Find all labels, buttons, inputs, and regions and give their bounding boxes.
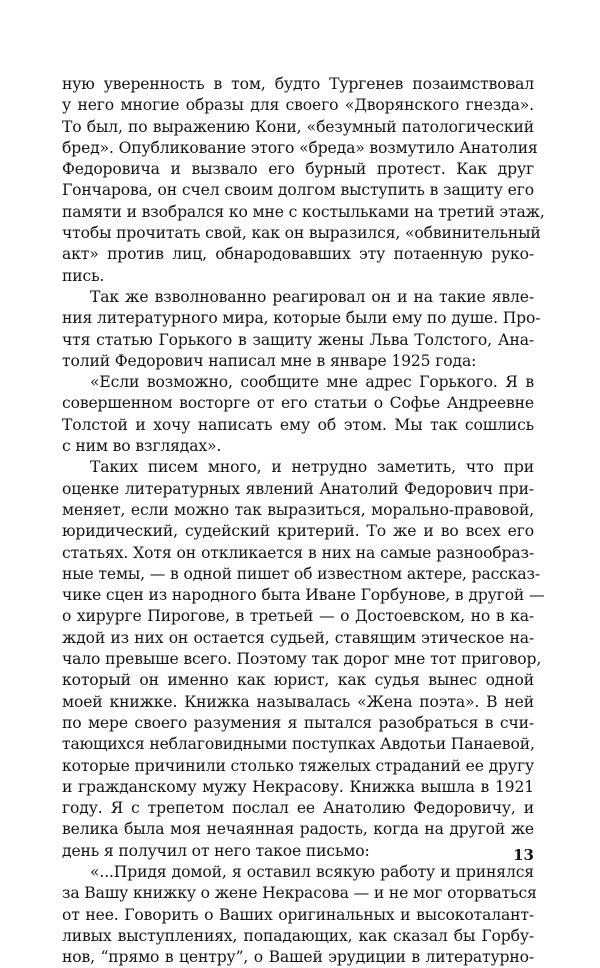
text-line: Так же взволнованно реагировал он и на такие явле- bbox=[90, 287, 534, 306]
text-line: меняет, если можно так выразиться, морально-правовой, bbox=[62, 500, 534, 519]
text-line: Федоровича и вызвало его бурный протест. Как друг bbox=[62, 160, 534, 179]
text-line: чало превыше всего. Поэтому так дорог мне тот приговор, bbox=[62, 650, 542, 669]
text-line: ждой из них он остается судьей, ставящим этическое на- bbox=[62, 628, 534, 647]
text-line: Таких писем много, и нетрудно заметить, что при bbox=[90, 458, 534, 477]
text-line: «Если возможно, сообщите мне адрес Горького. Я в bbox=[90, 373, 534, 392]
text-line: ливых выступлениях, попадающих, как сказал бы Горбу- bbox=[62, 926, 534, 945]
text-line: ния литературного мира, которые были ему по душе. Про- bbox=[62, 309, 541, 328]
text-line: юридический, судейский критерий. То же и во всех его bbox=[62, 522, 534, 541]
text-line: Гончарова, он счел своим долгом выступить в защиту его bbox=[62, 181, 534, 200]
text-line: памяти и взобрался ко мне с костыльками на третий этаж, bbox=[62, 202, 545, 221]
text-line: году. Я с трепетом послал ее Анатолию Федоровичу, и bbox=[62, 799, 534, 818]
text-line: велика была моя нечаянная радость, когда на другой же bbox=[62, 820, 534, 839]
text-line: день я получил от него такое письмо: bbox=[62, 841, 370, 860]
text-line: у него многие образы для своего «Дворянского гнезда». bbox=[62, 96, 534, 115]
text-line: тающихся неблаговидными поступках Авдотьи Панаевой, bbox=[62, 735, 535, 754]
text-line: «...Придя домой, я оставил всякую работу и принялся bbox=[90, 862, 534, 881]
text-line: который он именно как юрист, как судья вынес одной bbox=[62, 671, 534, 690]
text-line: нов, “прямо в центру”, о Вашей эрудиции в литературно- bbox=[62, 948, 534, 967]
text-line: о хирурге Пирогове, в третьей — о Достоевском, но в ка- bbox=[62, 607, 534, 626]
text-line: по мере своего разумения я пытался разобраться в счи- bbox=[62, 713, 534, 732]
text-line: бред». Опубликование этого «бреда» возмутило Анатолия bbox=[62, 138, 538, 157]
text-line: статьях. Хотя он откликается в них на самые разнообраз- bbox=[62, 543, 534, 562]
text-line: То был, по выражению Кони, «безумный патологический bbox=[62, 117, 534, 136]
text-line: Толстой и хочу написать ему об этом. Мы так сошлись bbox=[62, 415, 534, 434]
text-line: и гражданскому мужу Некрасову. Книжка вышла в 1921 bbox=[62, 777, 534, 796]
text-line: моей книжке. Книжка называлась «Жена поэта». В ней bbox=[62, 692, 534, 711]
page-number: 13 bbox=[513, 846, 534, 864]
text-line: оценке литературных явлений Анатолий Федорович при- bbox=[62, 479, 534, 498]
text-line: которые причинили столько тяжелых страданий ее другу bbox=[62, 756, 534, 775]
page-text bbox=[62, 74, 545, 968]
text-line: от нее. Говорить о Ваших оригинальных и высокоталант- bbox=[62, 905, 534, 924]
text-line: с ним во взглядах». bbox=[62, 437, 222, 456]
text-line: ные темы, — в одной пишет об известном актере, рассказ- bbox=[62, 564, 541, 583]
text-line: за Вашу книжку о жене Некрасова — и не мог оторваться bbox=[62, 884, 537, 903]
text-line: чике сцен из народного быта Иване Горбунове, в другой — bbox=[62, 586, 545, 605]
text-line: совершенном восторге от его статьи о Софье Андреевне bbox=[62, 394, 534, 413]
text-line: чтя статью Горького в защиту жены Льва Толстого, Ана- bbox=[62, 330, 534, 349]
text-line: ную уверенность в том, будто Тургенев позаимствовал bbox=[62, 75, 534, 93]
text-line: толий Федорович написал мне в январе 1925 года: bbox=[62, 351, 477, 370]
text-line: чтобы прочитать свой, как он выразился, «обвинительный bbox=[62, 224, 541, 243]
text-line: пись. bbox=[62, 266, 105, 285]
text-line: акт» против лиц, обнародовавших эту потаенную руко- bbox=[62, 245, 534, 264]
